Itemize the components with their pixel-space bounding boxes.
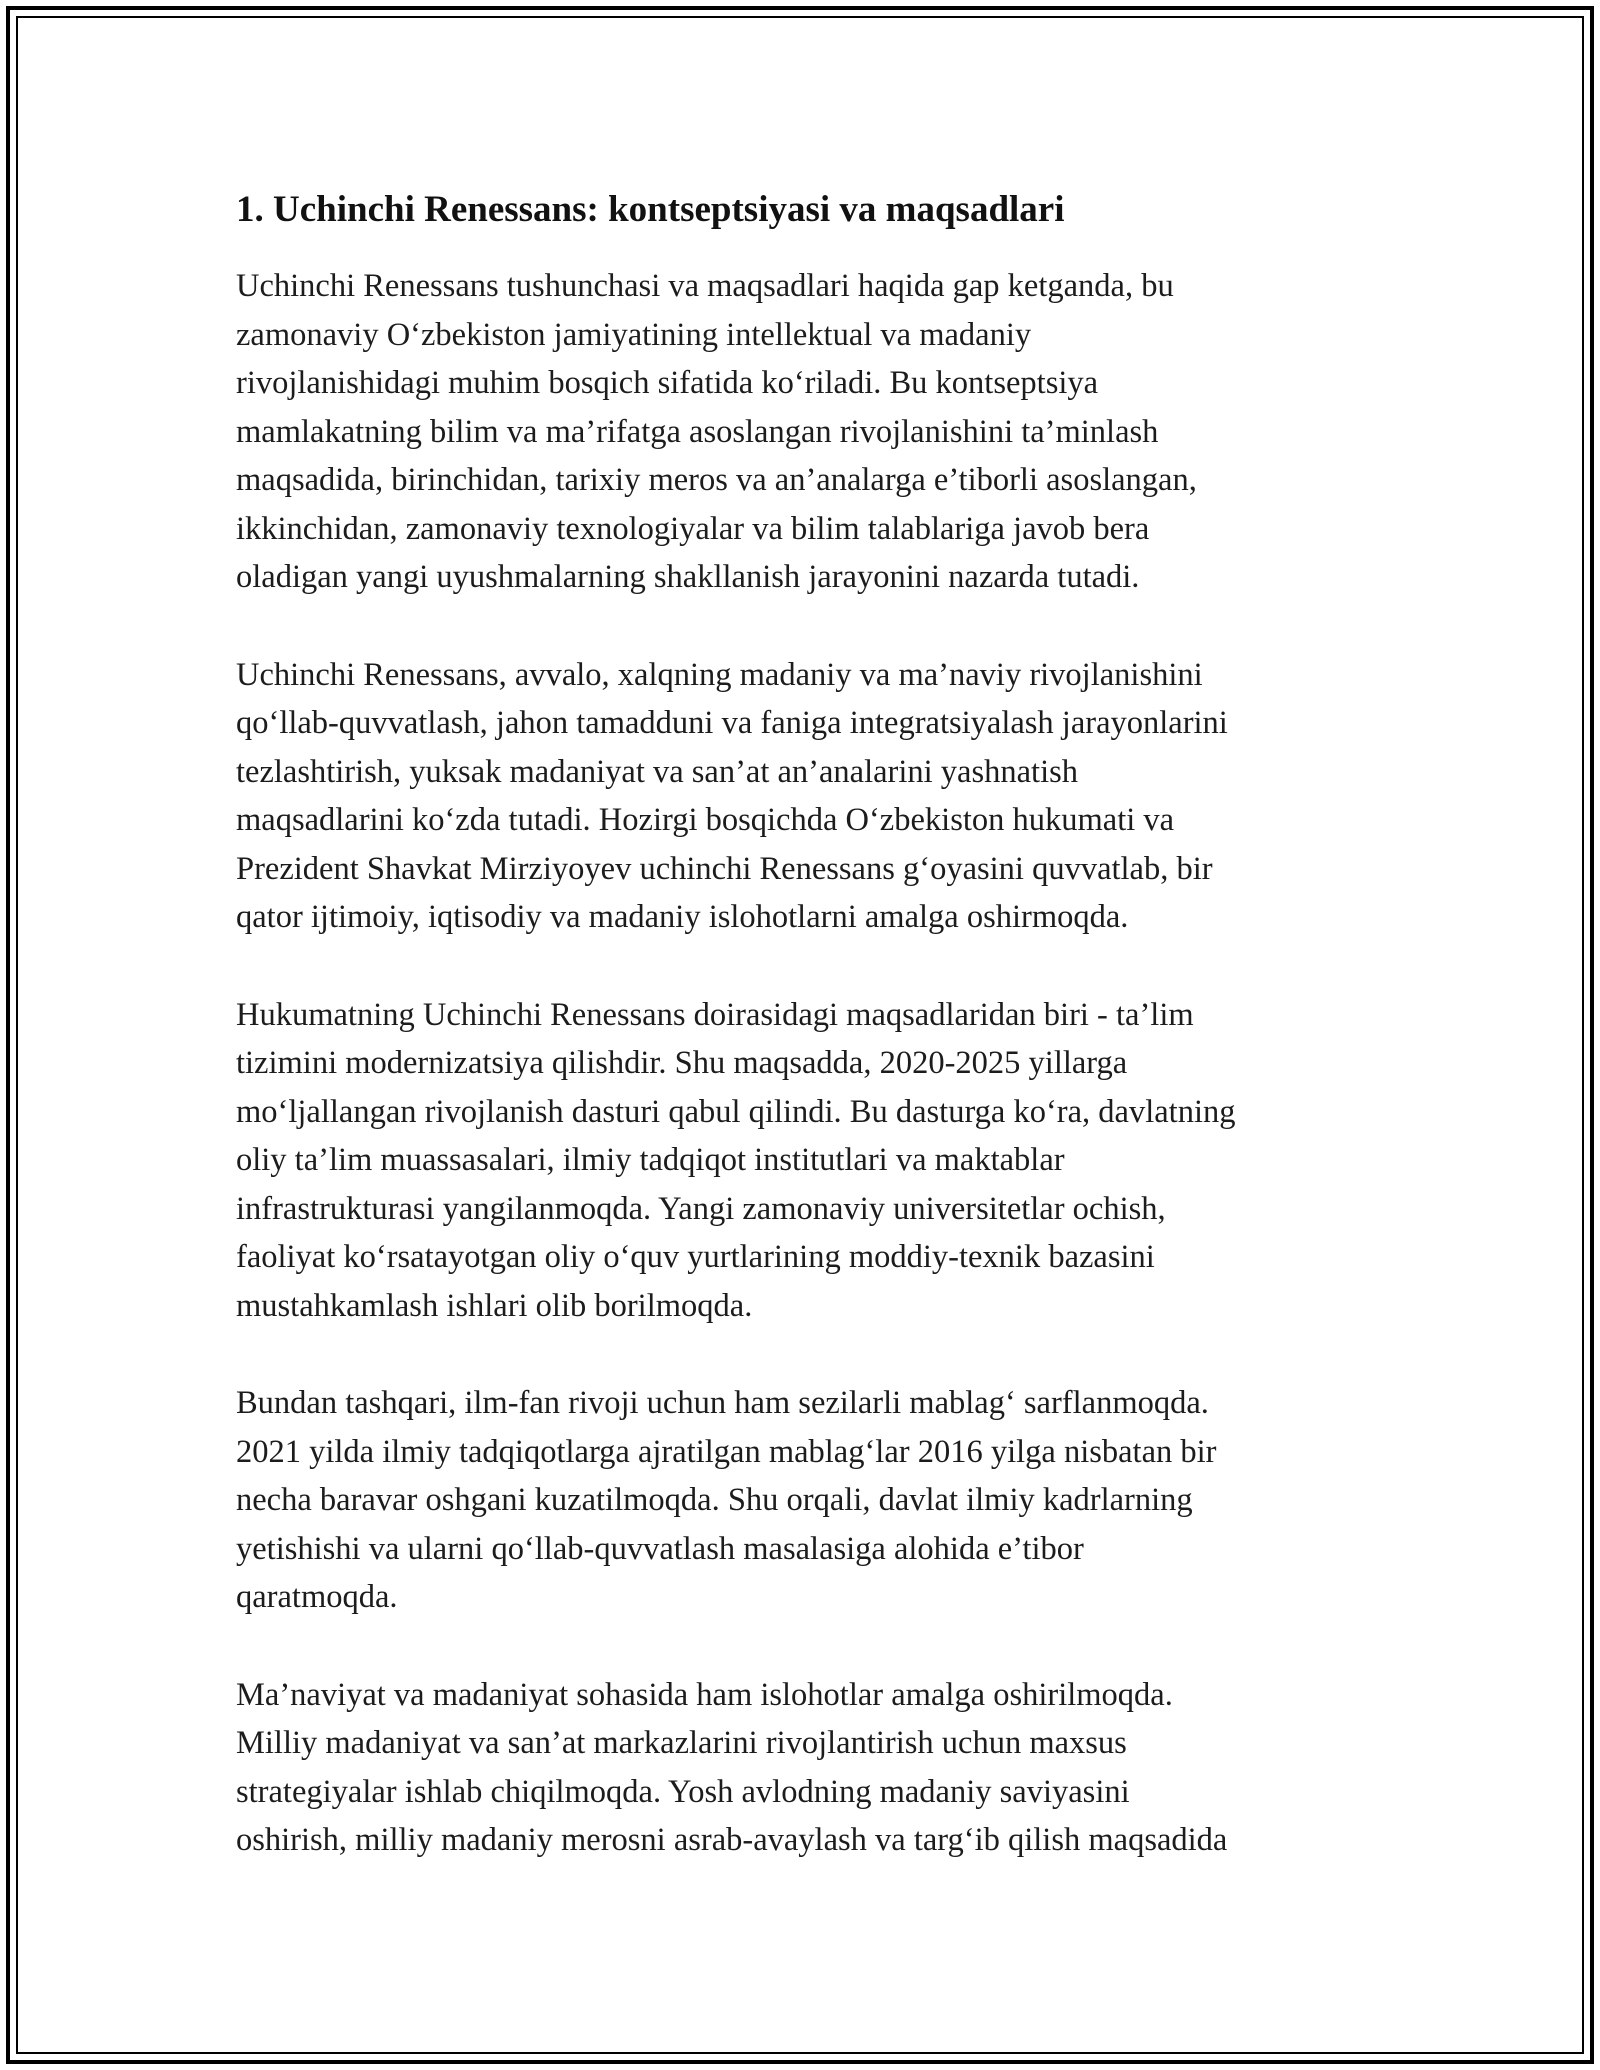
paragraph-line: faoliyat ko‘rsatayotgan oliy o‘quv yurtlarining moddiy-texnik bazasini	[236, 1239, 1155, 1275]
paragraph-line: Ma’naviyat va madaniyat sohasida ham islohotlar amalga oshirilmoqda.	[236, 1676, 1173, 1713]
paragraph-line: Prezident Shavkat Mirziyoyev uchinchi Renessans g‘oyasini quvvatlab, bir	[236, 850, 1213, 887]
paragraph-line: qator ijtimoiy, iqtisodiy va madaniy islohotlarni amalga oshirmoqda.	[236, 899, 1129, 935]
paragraph-line: oshirish, milliy madaniy merosni asrab-avaylash va targ‘ib qilish maqsadida	[236, 1822, 1228, 1858]
paragraph-line: qo‘llab-quvvatlash, jahon tamadduni va faniga integratsiyalash jarayonlarini	[236, 705, 1228, 741]
paragraph-line: ikkinchidan, zamonaviy texnologiyalar va bilim talablariga javob bera	[236, 510, 1150, 547]
paragraph-line: zamonaviy O‘zbekiston jamiyatining intellektual va madaniy	[236, 316, 1032, 353]
paragraph-line: mamlakatning bilim va ma’rifatga asoslangan rivojlanishini ta’minlash	[236, 413, 1159, 450]
paragraph-3	[236, 991, 1376, 1331]
paragraph-line: infrastrukturasi yangilanmoqda. Yangi zamonaviy universitetlar ochish,	[236, 1190, 1166, 1227]
paragraph-line: Milliy madaniyat va san’at markazlarini rivojlantirish uchun maxsus	[236, 1725, 1127, 1761]
paragraph-line: mustahkamlash ishlari olib borilmoqda.	[236, 1287, 753, 1324]
paragraph-line: strategiyalar ishlab chiqilmoqda. Yosh avlodning madaniy saviyasini	[236, 1773, 1130, 1810]
paragraph-line: rivojlanishidagi muhim bosqich sifatida ko‘riladi. Bu kontseptsiya	[236, 365, 1099, 401]
paragraph-line: 2021 yilda ilmiy tadqiqotlarga ajratilgan mablag‘lar 2016 yilga nisbatan bir	[236, 1433, 1217, 1470]
paragraph-line: Uchinchi Renessans tushunchasi va maqsadlari haqida gap ketganda, bu	[236, 268, 1174, 304]
paragraph-line: Uchinchi Renessans, avvalo, xalqning madaniy va ma’naviy rivojlanishini	[236, 656, 1203, 693]
paragraph-line: maqsadlarini ko‘zda tutadi. Hozirgi bosqichda O‘zbekiston hukumati va	[236, 802, 1175, 838]
paragraph-line: oladigan yangi uyushmalarning shakllanish jarayonini nazarda tutadi.	[236, 559, 1140, 595]
paragraph-line: maqsadida, birinchidan, tarixiy meros va an’analarga e’tiborli asoslangan,	[236, 462, 1197, 498]
paragraph-2	[236, 651, 1376, 942]
section-heading: 1. Uchinchi Renessans: kontseptsiyasi va maqsadlari	[236, 189, 1065, 230]
paragraph-line: oliy ta’lim muassasalari, ilmiy tadqiqot institutlari va maktablar	[236, 1142, 1065, 1178]
paragraph-4	[236, 1379, 1376, 1622]
paragraph-line: Bundan tashqari, ilm-fan rivoji uchun ham sezilarli mablag‘ sarflanmoqda.	[236, 1385, 1209, 1421]
paragraph-line: Hukumatning Uchinchi Renessans doirasidagi maqsadlaridan biri - ta’lim	[236, 996, 1194, 1033]
paragraph-line: necha baravar oshgani kuzatilmoqda. Shu orqali, davlat ilmiy kadrlarning	[236, 1482, 1193, 1518]
paragraph-line: tezlashtirish, yuksak madaniyat va san’at an’analarini yashnatish	[236, 753, 1079, 790]
paragraph-line: mo‘ljallangan rivojlanish dasturi qabul qilindi. Bu dasturga ko‘ra, davlatning	[236, 1093, 1236, 1130]
paragraph-1	[236, 262, 1376, 602]
paragraph-line: tizimini modernizatsiya qilishdir. Shu maqsadda, 2020-2025 yillarga	[236, 1045, 1128, 1081]
paragraph-5	[236, 1671, 1376, 1865]
paragraph-line: yetishishi va ularni qo‘llab-quvvatlash masalasiga alohida e’tibor	[236, 1530, 1084, 1567]
document-body	[236, 186, 1376, 1914]
paragraph-line: qaratmoqda.	[236, 1579, 398, 1615]
